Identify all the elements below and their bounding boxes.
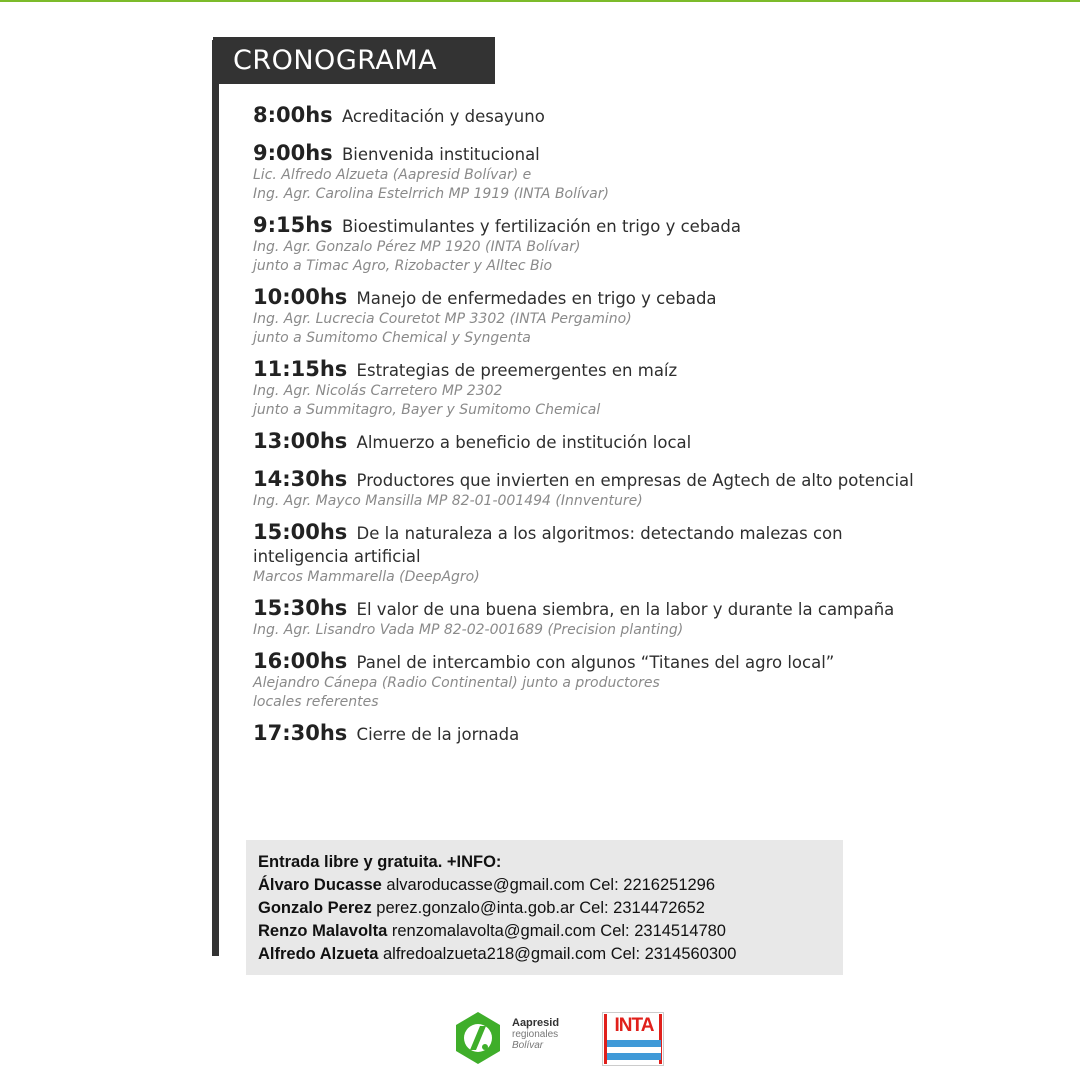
schedule-activity: De la naturaleza a los algoritmos: detectando malezas con inteligencia artificial [253, 524, 843, 566]
schedule-entry-head [253, 722, 933, 746]
schedule-time: 16:00hs [253, 649, 348, 673]
contact-details[interactable]: alvaroducasse@gmail.com Cel: 2216251296 [386, 876, 716, 894]
schedule-entry-head [253, 286, 933, 310]
schedule-speaker: Ing. Agr. Lucrecia Couretot MP 3302 (INTA Pergamino) [253, 311, 632, 327]
schedule-time: 14:30hs [253, 467, 348, 491]
contact-name: Alfredo Alzueta [258, 945, 379, 963]
contact-name: Renzo Malavolta [258, 922, 388, 940]
schedule-speaker: Marcos Mammarella (DeepAgro) [253, 569, 480, 585]
schedule-speaker: Ing. Agr. Lisandro Vada MP 82-02-001689 (Precision planting) [253, 622, 684, 638]
schedule-time: 17:30hs [253, 721, 348, 745]
schedule-time: 11:15hs [253, 357, 348, 381]
schedule-entry-head [253, 104, 933, 128]
contact-row [258, 920, 831, 943]
contact-row [258, 874, 831, 897]
schedule-entry-head [253, 214, 933, 238]
schedule-entry [253, 650, 933, 712]
aapresid-brand: Aapresid [512, 1017, 560, 1029]
schedule-time: 15:30hs [253, 596, 348, 620]
schedule-speaker: Alejandro Cánepa (Radio Continental) junto a productores [253, 675, 660, 691]
schedule-entry-head [253, 521, 933, 568]
schedule-list [253, 104, 933, 760]
schedule-entry [253, 468, 933, 511]
schedule-entry [253, 104, 933, 128]
contact-name: Álvaro Ducasse [258, 876, 382, 894]
schedule-activity: Manejo de enfermedades en trigo y cebada [356, 289, 717, 308]
aapresid-place: Bolívar [512, 1040, 544, 1051]
schedule-entry [253, 358, 933, 420]
schedule-entry-head [253, 597, 933, 621]
contact-row [258, 943, 831, 966]
schedule-time: 10:00hs [253, 285, 348, 309]
schedule-entry-head [253, 142, 933, 166]
schedule-activity: El valor de una buena siembra, en la labor y durante la campaña [356, 600, 895, 619]
schedule-activity: Cierre de la jornada [356, 725, 520, 744]
aapresid-logo-icon [450, 1010, 506, 1066]
schedule-speaker: junto a Sumitomo Chemical y Syngenta [253, 330, 531, 346]
schedule-activity: Estrategias de preemergentes en maíz [356, 361, 678, 380]
schedule-time: 15:00hs [253, 520, 348, 544]
schedule-activity: Bienvenida institucional [341, 145, 540, 164]
schedule-speaker: Ing. Agr. Gonzalo Pérez MP 1920 (INTA Bolívar) [253, 239, 581, 255]
schedule-entry-head [253, 468, 933, 492]
inta-logo-icon [602, 1012, 664, 1066]
schedule-activity: Bioestimulantes y fertilización en trigo y cebada [341, 217, 741, 236]
info-box [246, 840, 843, 975]
vertical-timeline-bar [212, 40, 219, 956]
inta-wordmark: INTA [614, 1015, 654, 1036]
schedule-activity: Panel de intercambio con algunos “Titanes del agro local” [356, 653, 835, 672]
aapresid-wordmark [512, 1018, 559, 1051]
schedule-time: 9:15hs [253, 213, 333, 237]
schedule-time: 9:00hs [253, 141, 333, 165]
schedule-speaker: Ing. Agr. Carolina Estelrrich MP 1919 (INTA Bolívar) [253, 186, 609, 202]
schedule-speaker: Ing. Agr. Nicolás Carretero MP 2302 [253, 383, 503, 399]
schedule-speaker: locales referentes [253, 694, 379, 710]
sponsor-logos [450, 1008, 670, 1068]
contacts-list [258, 874, 831, 966]
schedule-entry [253, 521, 933, 587]
schedule-time: 13:00hs [253, 429, 348, 453]
info-heading: Entrada libre y gratuita. +INFO: [258, 853, 502, 871]
schedule-entry [253, 214, 933, 276]
schedule-speaker: Ing. Agr. Mayco Mansilla MP 82-01-001494 (Innventure) [253, 493, 643, 509]
schedule-entry-head [253, 430, 933, 454]
top-accent-line [0, 0, 1080, 2]
page-title: CRONOGRAMA [213, 37, 495, 84]
schedule-entry [253, 286, 933, 348]
schedule-speaker: Lic. Alfredo Alzueta (Aapresid Bolívar) e [253, 167, 532, 183]
schedule-time: 8:00hs [253, 103, 333, 127]
aapresid-sub: regionales [512, 1029, 559, 1040]
schedule-entry [253, 430, 933, 454]
contact-row [258, 897, 831, 920]
contact-name: Gonzalo Perez [258, 899, 372, 917]
schedule-entry [253, 722, 933, 746]
schedule-entry-head [253, 358, 933, 382]
schedule-activity: Productores que invierten en empresas de Agtech de alto potencial [356, 471, 914, 490]
contact-details[interactable]: perez.gonzalo@inta.gob.ar Cel: 2314472652 [376, 899, 705, 917]
contact-details[interactable]: alfredoalzueta218@gmail.com Cel: 2314560300 [383, 945, 737, 963]
schedule-entry-head [253, 650, 933, 674]
schedule-activity: Acreditación y desayuno [341, 107, 545, 126]
schedule-speaker: junto a Timac Agro, Rizobacter y Alltec Bio [253, 258, 553, 274]
schedule-activity: Almuerzo a beneficio de institución local [356, 433, 692, 452]
schedule-entry [253, 142, 933, 204]
contact-details[interactable]: renzomalavolta@gmail.com Cel: 2314514780 [391, 922, 726, 940]
schedule-speaker: junto a Summitagro, Bayer y Sumitomo Chemical [253, 402, 601, 418]
schedule-entry [253, 597, 933, 640]
